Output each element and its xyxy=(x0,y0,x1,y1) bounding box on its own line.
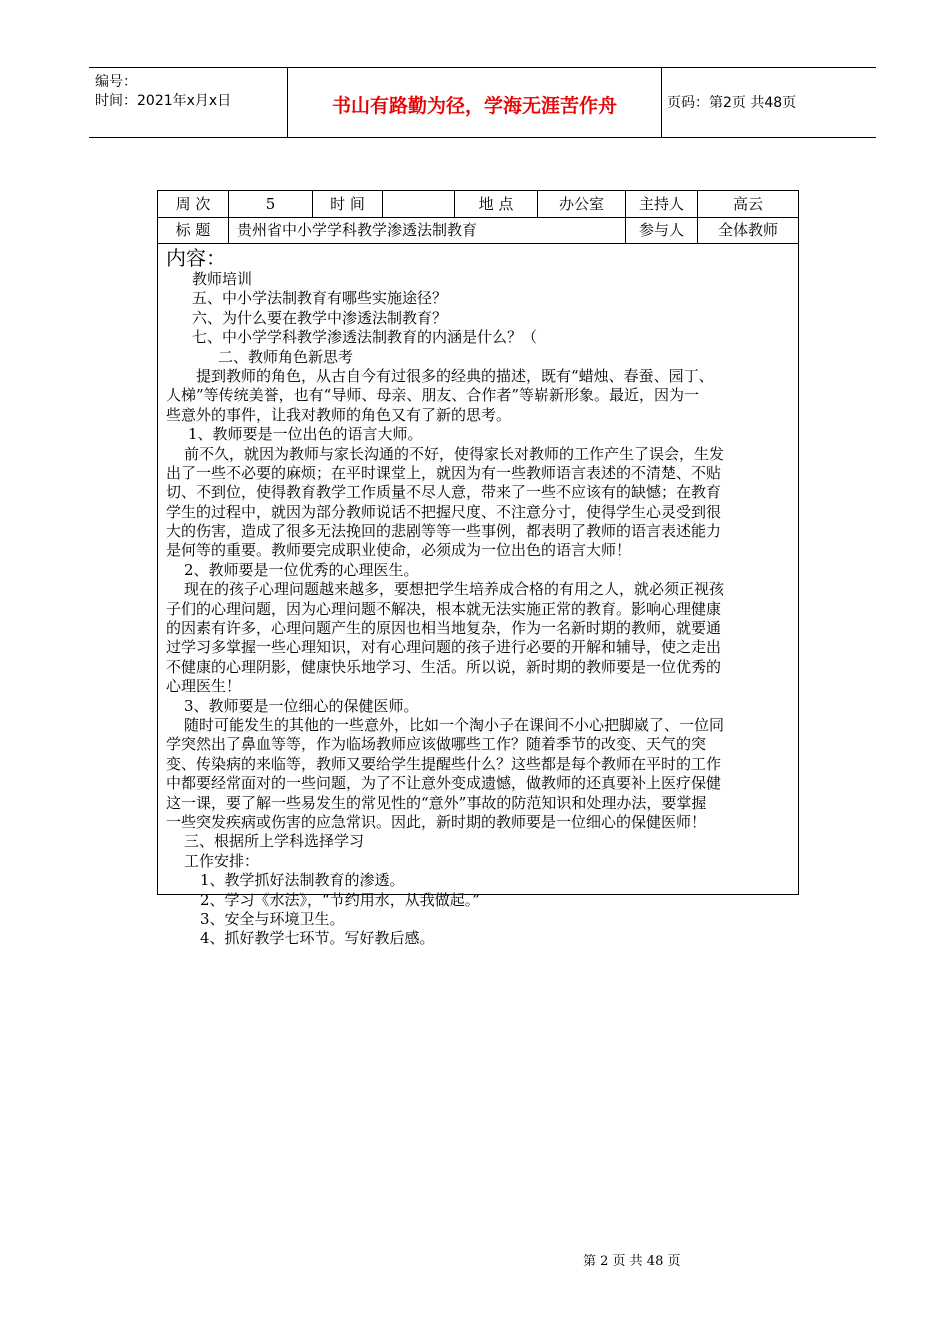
content-line: 的因素有许多，心理问题产生的原因也相当地复杂，作为一名新时期的教师，就要通 xyxy=(166,619,722,638)
content-line: 2、学习《水法》，“节约用水，从我做起。” xyxy=(200,890,480,909)
content-line: 切、不到位，使得教育教学工作质量不尽人意，带来了一些不应该有的缺憾；在教育 xyxy=(166,483,722,502)
table-row-info xyxy=(158,191,798,218)
content-title: 内容： xyxy=(166,246,226,270)
content-line: 心理医生！ xyxy=(166,677,242,696)
title-value: 贵州省中小学学科教学渗透法制教育 xyxy=(229,217,626,243)
content-line: 前不久，就因为教师与家长沟通的不好，使得家长对教师的工作产生了误会，生发 xyxy=(184,444,725,463)
content-line: 4、抓好教学七环节。写好教后感。 xyxy=(200,929,435,948)
content-line: 2、教师要是一位优秀的心理医生。 xyxy=(184,560,419,579)
content-line: 人梯”等传统美誉，也有“导师、母亲、朋友、合作者”等崭新形象。最近，因为一 xyxy=(166,386,700,405)
content-body xyxy=(166,246,794,949)
content-line: 3、教师要是一位细心的保健医师。 xyxy=(184,696,419,715)
content-line: 五、中小学法制教育有哪些实施途径？ xyxy=(192,289,448,308)
header-motto: 书山有路勤为径，学海无涯苦作舟 xyxy=(331,95,617,117)
header-page-number: 页码：第2页 共48页 xyxy=(667,95,797,111)
table-row-title xyxy=(158,217,798,244)
content-line: 二、教师角色新思考 xyxy=(218,347,354,366)
page-header xyxy=(89,67,876,138)
content-line: 不健康的心理阴影，健康快乐地学习、生活。所以说，新时期的教师要是一位优秀的 xyxy=(166,657,722,676)
content-line: 中都要经常面对的一些问题，为了不让意外变成遗憾，做教师的还真要补上医疗保健 xyxy=(166,774,722,793)
content-line: 六、为什么要在教学中渗透法制教育？ xyxy=(192,308,448,327)
header-meta xyxy=(89,68,287,137)
week-label: 周 次 xyxy=(158,191,229,217)
attendee-label: 参与人 xyxy=(626,217,698,243)
content-line: 3、安全与环境卫生。 xyxy=(200,909,345,928)
attendee-value: 全体教师 xyxy=(717,221,778,239)
content-line: 工作安排： xyxy=(184,851,260,870)
content-line: 些意外的事件，让我对教师的角色又有了新的思考。 xyxy=(166,405,512,424)
place-label: 地 点 xyxy=(455,191,538,217)
week-value: 5 xyxy=(229,191,313,217)
content-line: 教师培训 xyxy=(192,270,253,288)
content-line: 1、教学抓好法制教育的渗透。 xyxy=(200,871,405,890)
host-value: 高云 xyxy=(732,195,763,213)
content-line: 这一课，要了解一些易发生的常见性的“意外”事故的防范知识和处理办法，要掌握 xyxy=(166,793,707,812)
meeting-record-table xyxy=(157,190,799,948)
time-value xyxy=(383,191,455,217)
content-line: 学生的过程中，就因为部分教师说话不把握尺度、不注意分寸，使得学生心灵受到很 xyxy=(166,502,722,521)
header-time: 时间：2021年x月x日 xyxy=(95,93,232,109)
host-label: 主持人 xyxy=(626,191,698,217)
content-line: 随时可能发生的其他的一些意外，比如一个淘小子在课间不小心把脚崴了、一位同 xyxy=(184,715,725,734)
content-line: 过学习多掌握一些心理知识，对有心理问题的孩子进行必要的开解和辅导，使之走出 xyxy=(166,638,722,657)
header-number: 编号： xyxy=(95,74,137,90)
time-label: 时 间 xyxy=(313,191,383,217)
place-value: 办公室 xyxy=(538,191,626,217)
content-line: 七、中小学学科教学渗透法制教育的内涵是什么？（ xyxy=(192,328,538,347)
content-line: 提到教师的角色，从古自今有过很多的经典的描述，既有“蜡烛、春蚕、园丁、 xyxy=(196,366,714,385)
content-line: 三、根据所上学科选择学习 xyxy=(184,832,365,851)
content-line: 大的伤害，造成了很多无法挽回的悲剧等等一些事例，都表明了教师的语言表述能力 xyxy=(166,522,722,541)
content-line: 是何等的重要。教师要完成职业使命，必须成为一位出色的语言大师！ xyxy=(166,541,632,560)
header-motto-box xyxy=(287,68,662,137)
title-label: 标 题 xyxy=(158,217,229,243)
content-line: 子们的心理问题，因为心理问题不解决，根本就无法实施正常的教育。影响心理健康 xyxy=(166,599,722,618)
page-footer: 第 2 页 共 48 页 xyxy=(583,1254,681,1269)
content-line: 学突然出了鼻血等等，作为临场教师应该做哪些工作？随着季节的改变、天气的突 xyxy=(166,735,707,754)
content-line: 出了一些不必要的麻烦；在平时课堂上，就因为有一些教师语言表述的不清楚、不贴 xyxy=(166,463,722,482)
content-line: 1、教师要是一位出色的语言大师。 xyxy=(188,425,423,444)
content-line: 现在的孩子心理问题越来越多，要想把学生培养成合格的有用之人，就必须正视孩 xyxy=(184,580,725,599)
content-line: 一些突发疾病或伤害的应急常识。因此，新时期的教师要是一位细心的保健医师！ xyxy=(166,812,707,831)
content-line: 变、传染病的来临等，教师又要给学生提醒些什么？这些都是每个教师在平时的工作 xyxy=(166,754,722,773)
